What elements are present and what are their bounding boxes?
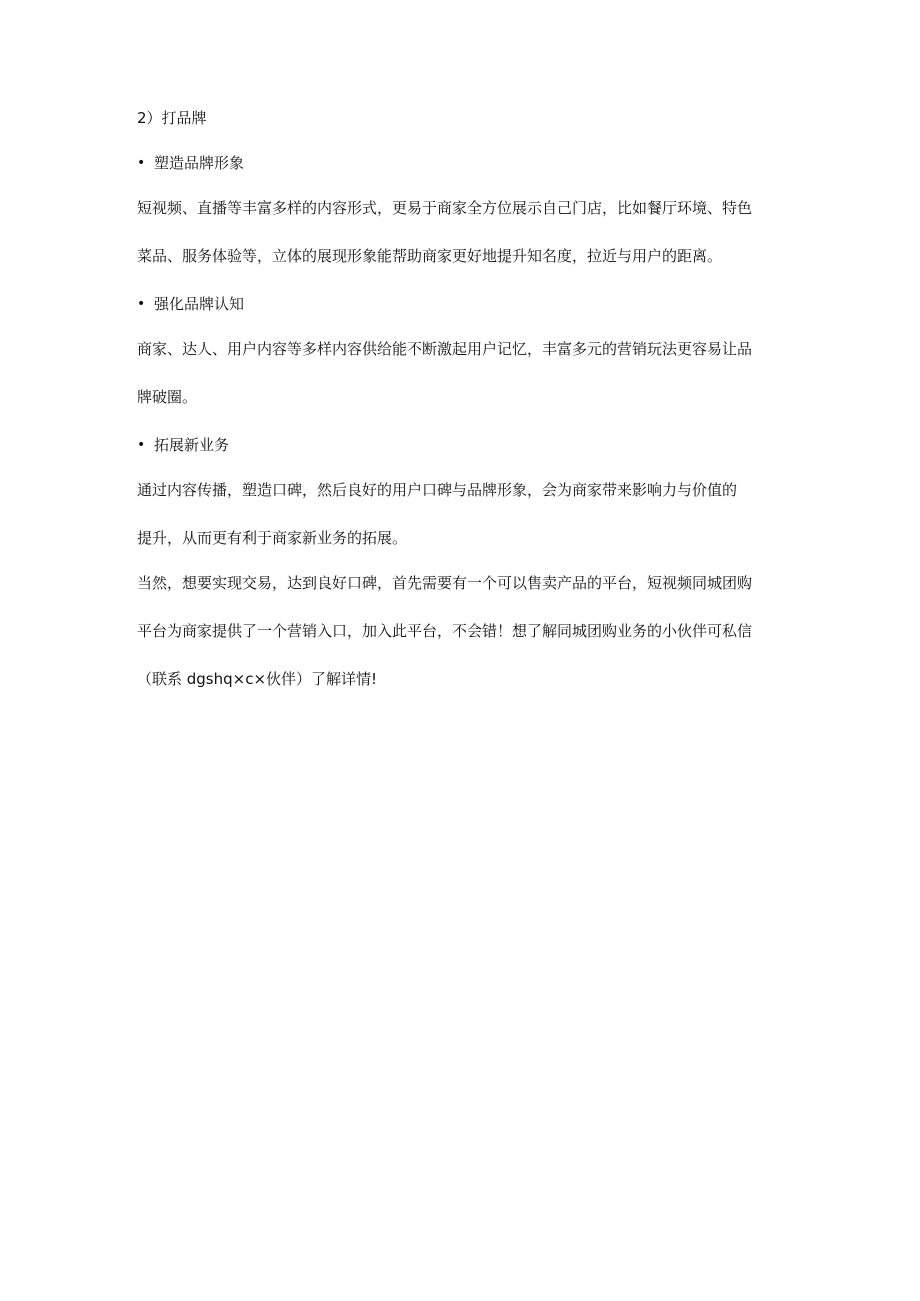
bullet-item-new-business — [137, 431, 777, 459]
bullet-icon: • — [137, 296, 146, 312]
paragraph-line: 平台为商家提供了一个营销入口，加入此平台，不会错！想了解同城团购业务的小伙伴可私信 — [137, 622, 753, 640]
bullet-title: 塑造品牌形象 — [154, 154, 245, 172]
paragraph-line: 商家、达人、用户内容等多样内容供给能不断激起用户记忆，丰富多元的营销玩法更容易让品 — [137, 340, 753, 358]
bullet-icon: • — [137, 155, 146, 171]
bullet-title: 拓展新业务 — [154, 436, 230, 454]
paragraph-line: （联系 dgshq×c×伙伴）了解详情! — [137, 670, 378, 688]
paragraph-line: 提升，从而更有利于商家新业务的拓展。 — [137, 529, 408, 547]
bullet-item-brand-image — [137, 149, 777, 177]
bullet-item-brand-awareness — [137, 290, 777, 318]
bullet-icon: • — [137, 437, 146, 453]
paragraph-line: 菜品、服务体验等，立体的展现形象能帮助商家更好地提升知名度，拉近与用户的距离。 — [137, 247, 723, 265]
paragraph-line: 短视频、直播等丰富多样的内容形式，更易于商家全方位展示自己门店，比如餐厅环境、特色 — [137, 199, 753, 217]
section-heading: 2）打品牌 — [137, 109, 207, 127]
bullet-title: 强化品牌认知 — [154, 295, 245, 313]
document-content — [137, 104, 777, 693]
paragraph-line: 牌破圈。 — [137, 388, 198, 406]
paragraph-line: 通过内容传播，塑造口碑，然后良好的用户口碑与品牌形象，会为商家带来影响力与价值的 — [137, 481, 738, 499]
paragraph-line: 当然，想要实现交易，达到良好口碑，首先需要有一个可以售卖产品的平台，短视频同城团购 — [137, 574, 753, 592]
